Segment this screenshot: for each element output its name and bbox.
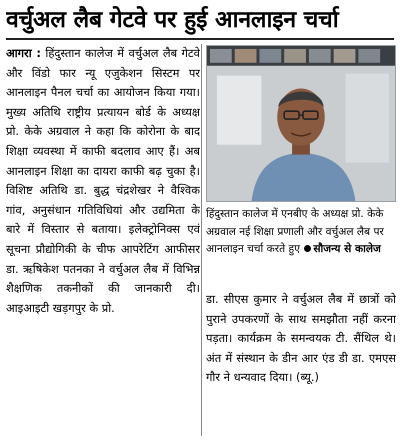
- article-body-left: हिंदुस्तान कालेज में वर्चुअल लैब गेटवे और विंडो फार न्यू एजुकेशन सिस्टम पर आनलाइन पैनल चर्चा का आयोजन किया गया। मुख्य अतिथि राष्ट्रीय प्रत्यायन बोर्ड के अध्यक्ष प्रो. केके अग्रवाल ने कहा कि कोरोना के बाद शिक्षा व्यवस्था में काफी बदलाव आए हैं। अब आनलाइन शिक्षा का दायरा काफी बढ़ चुका है। विशिष्ट अतिथि डा. बुद्ध चंद्रशेखर ने वैश्विक गांव, अनुसंधान गतिविधियां और उद्यमिता के बारे में विस्तार से बताया। इलेक्ट्रोनिक्स एवं सूचना प्रौद्योगिकी के चीफ आपरेटिंग आफीसर डा. ऋषिकेश पतनका ने वर्चुअल लैब में विभिन्न शैक्षणिक तकनीकों की जानकारी दी। आइआइटी खड़गपुर के प्रो.: [6, 46, 200, 315]
- news-photo: [206, 45, 396, 202]
- bullet-icon: [304, 245, 311, 252]
- photo-caption: [206, 206, 396, 282]
- photo-caption-text: हिंदुस्तान कालेज में एनबीए के अध्यक्ष प्रो. केके अग्रवाल नई शिक्षा प्रणाली और वर्चुअल लैब पर आनलाइन चर्चा करते हुए: [206, 208, 384, 255]
- headline-rule: [6, 38, 394, 40]
- dateline: आगरा :: [6, 46, 41, 60]
- article-column-left: [6, 44, 200, 439]
- column-divider: [201, 44, 202, 436]
- news-photo-illustration: [207, 46, 395, 201]
- photo-credit: सौजन्य से कालेज: [313, 243, 381, 255]
- article-column-right: डा. सीएस कुमार ने वर्चुअल लैब में छात्रों को पुराने उपकरणों के साथ समझौता नहीं करना पड़ता। कार्यक्रम के समन्वयक टी. सैंथिल थे। अंत में संस्थान के डीन आर एंड डी डा. एमएस गौर ने धन्यवाद दिया। (ब्यू.): [206, 292, 396, 385]
- headline: वर्चुअल लैब गेटवे पर हुई आनलाइन चर्चा: [6, 7, 339, 33]
